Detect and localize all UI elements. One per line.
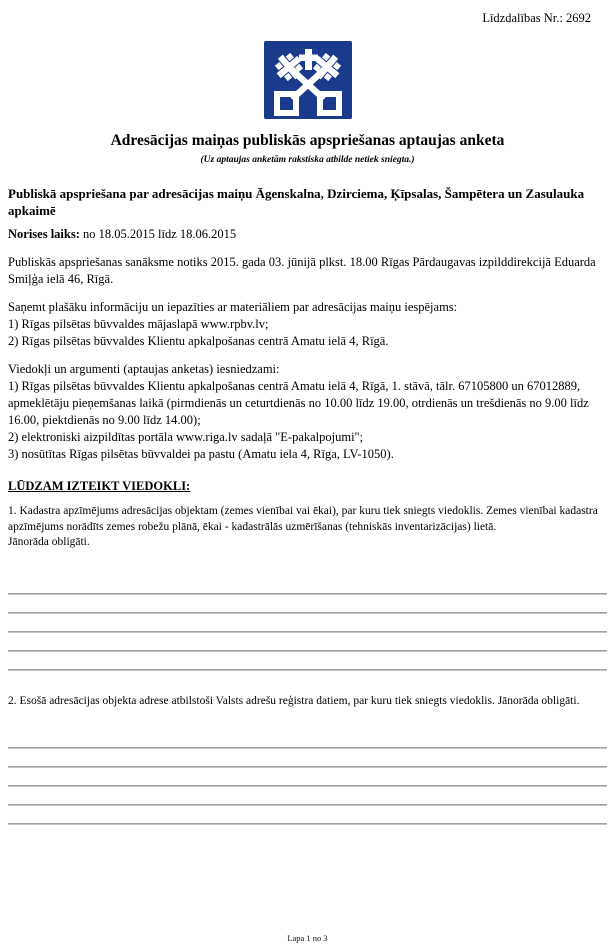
answer-line	[8, 669, 607, 671]
period-value: no 18.05.2015 līdz 18.06.2015	[79, 227, 237, 241]
answer-line	[8, 804, 607, 806]
submit-block	[8, 361, 607, 463]
meeting-paragraph: Publiskās apspriešanas sanāksme notiks 2015. gada 03. jūnijā plkst. 18.00 Rīgas Pārdaugavas izpilddirekcijā Eduarda Smiļģa ielā 46, Rīgā.	[8, 255, 596, 286]
submit-lead: Viedokļi un argumenti (aptaujas anketas) iesniedzami:	[8, 362, 280, 376]
list-item: 1) Rīgas pilsētas būvvaldes mājaslapā www.rpbv.lv;	[8, 317, 269, 331]
list-item: 2) Rīgas pilsētas būvvaldes Klientu apkalpošanas centrā Amatu ielā 4, Rīgā.	[8, 334, 389, 348]
question-1	[8, 504, 607, 671]
question-2-answer-lines	[8, 747, 607, 825]
question-1-note: Jānorāda obligāti.	[8, 536, 90, 548]
question-2	[8, 694, 607, 826]
answer-line	[8, 650, 607, 652]
list-item: 2) elektroniski aizpildītas portāla www.riga.lv sadaļā "E-pakalpojumi";	[8, 430, 364, 444]
question-2-text: 2. Esošā adresācijas objekta adrese atbilstoši Valsts adrešu reģistra datiem, par kuru tiek sniegts viedoklis. Jānorāda obligāti.	[8, 694, 580, 707]
page-subtitle: (Uz aptaujas anketām rakstiska atbilde netiek sniegta.)	[200, 155, 415, 165]
submit-items	[8, 378, 607, 463]
answer-line	[8, 612, 607, 614]
riga-crossed-keys-logo-icon	[264, 41, 352, 119]
page-title: Adresācijas maiņas publiskās apspriešanas aptaujas anketa	[110, 132, 505, 149]
list-item: 1) Rīgas pilsētas būvvaldes Klientu apkalpošanas centrā Amatu ielā 4, Rīgā, 1. stāvā, tālr. 67105800 un 67012889, apmeklētāju pieņemšanas laikā (pirmdienās un ceturtdienās no 10.00 līdz 19.00, otrdienās un trešdienās no 9.00 līdz 16.00, piektdienās no 9.00 līdz 14.00);	[8, 379, 589, 427]
info-items	[8, 316, 607, 350]
opinion-section-heading: LŪDZAM IZTEIKT VIEDOKLI:	[8, 479, 191, 493]
info-lead: Saņemt plašāku informāciju un iepazīties ar materiāliem par adresācijas maiņu iespējams:	[8, 300, 458, 314]
period-line	[8, 226, 607, 243]
answer-line	[8, 593, 607, 595]
question-1-answer-lines	[8, 593, 607, 671]
answer-line	[8, 747, 607, 749]
answer-line	[8, 823, 607, 825]
consultation-heading: Publiskā apspriešana par adresācijas maiņu Āgenskalna, Dzirciema, Ķīpsalas, Šampētera un Zasulauka apkaimē	[8, 186, 585, 218]
info-block	[8, 299, 607, 350]
period-label: Norises laiks:	[8, 227, 80, 241]
participation-number: Līdzdalības Nr.: 2692	[482, 11, 591, 25]
question-1-text: 1. Kadastra apzīmējums adresācijas objektam (zemes vienībai vai ēkai), par kuru tiek sniegts viedoklis. Zemes vienībai kadastra apzīmējums norādīts zemes robežu plānā, ēkai - kadastrālās uzmērīšanas (tehniskās inventarizācijas) lietā.	[8, 505, 598, 533]
logo-container	[8, 41, 607, 119]
answer-line	[8, 785, 607, 787]
answer-line	[8, 766, 607, 768]
answer-line	[8, 631, 607, 633]
list-item: 3) nosūtītas Rīgas pilsētas būvvaldei pa pastu (Amatu iela 4, Rīga, LV-1050).	[8, 447, 394, 461]
page-number-footer: Lapa 1 no 3	[287, 933, 328, 943]
